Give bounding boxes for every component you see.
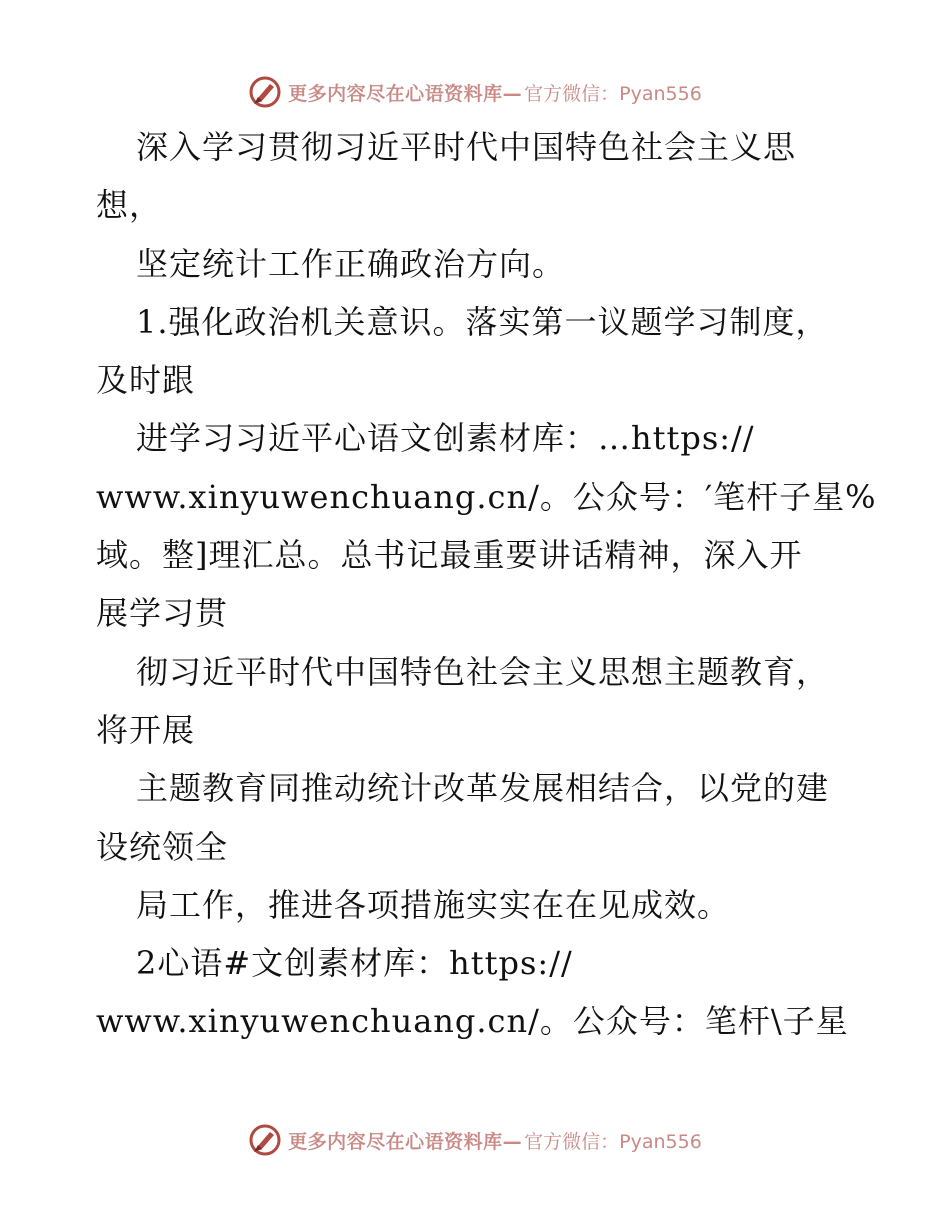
pen-logo-icon bbox=[248, 1123, 282, 1157]
text-line: www.xinyuwenchuang.cn/。公众号：′笔杆子星% bbox=[96, 477, 877, 516]
header-watermark-banner bbox=[0, 72, 950, 112]
text-line: 设统领全 bbox=[96, 827, 229, 866]
text-line: 主题教育同推动统计改革发展相结合，以党的建 bbox=[136, 769, 830, 808]
text-line: www.xinyuwenchuang.cn/。公众号：笔杆\子星 bbox=[96, 1002, 849, 1041]
text-line: 将开展 bbox=[96, 710, 196, 749]
text-line: 想， bbox=[96, 186, 163, 225]
text-line: 彻习近平时代中国特色社会主义思想主题教育， bbox=[136, 652, 830, 691]
banner-main-text: 更多内容尽在心语资料库— bbox=[288, 1130, 523, 1153]
footer-watermark-banner bbox=[0, 1120, 950, 1160]
banner-main-text: 更多内容尽在心语资料库— bbox=[288, 82, 523, 105]
text-line: 局工作，推进各项措施实实在在见成效。 bbox=[136, 885, 731, 924]
text-line: 2心语#文创素材库：https:// bbox=[136, 944, 573, 983]
text-line: 深入学习贯彻习近平时代中国特色社会主义思 bbox=[136, 128, 797, 166]
pen-logo-icon bbox=[248, 75, 282, 109]
text-line: 域。整]理汇总。总书记最重要讲话精神，深入开 bbox=[96, 536, 803, 575]
text-line: 展学习贯 bbox=[96, 594, 229, 633]
banner-wechat-text: 官方微信：Pyan556 bbox=[524, 1130, 702, 1153]
banner-wechat-text: 官方微信：Pyan556 bbox=[524, 82, 702, 105]
text-line: 及时跟 bbox=[96, 361, 196, 400]
text-line: 1.强化政治机关意识。落实第一议题学习制度， bbox=[136, 302, 829, 341]
document-body bbox=[96, 118, 896, 1051]
text-line: 坚定统计工作正确政治方向。 bbox=[136, 244, 566, 283]
text-line: 进学习习近平心语文创素材库：…https:// bbox=[136, 419, 755, 458]
